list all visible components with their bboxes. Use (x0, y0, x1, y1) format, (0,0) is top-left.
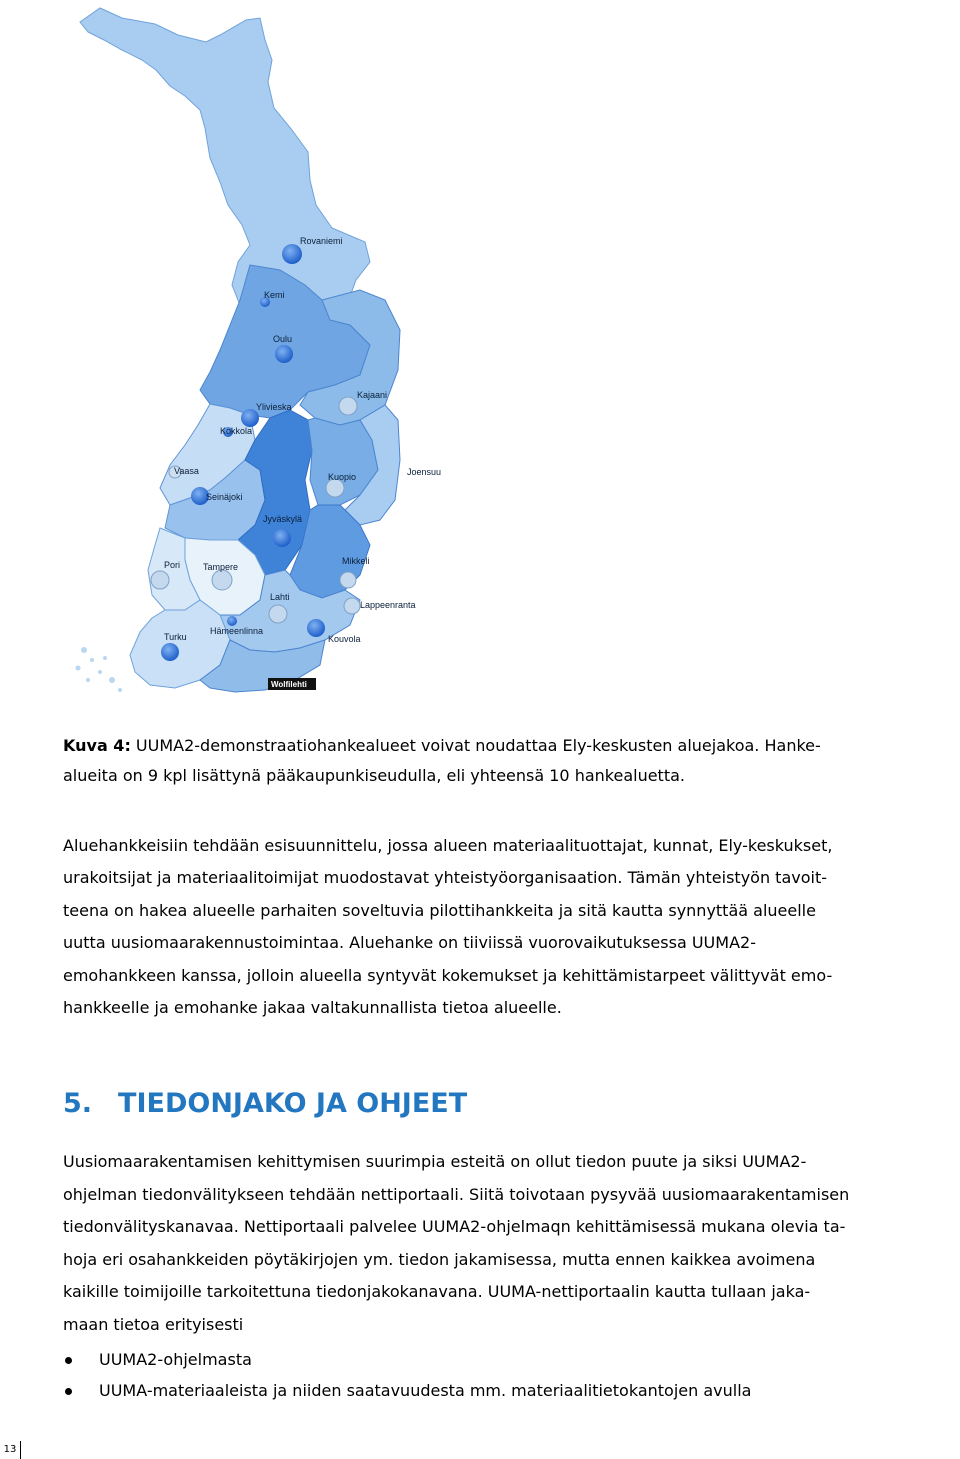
svg-text:Hämeenlinna: Hämeenlinna (210, 626, 264, 636)
svg-text:Turku: Turku (164, 632, 187, 642)
caption-text-line2: alueita on 9 kpl lisättynä pääkaupunkiseudulla, eli yhteensä 10 hankealuetta. (63, 766, 685, 785)
svg-text:Lappeenranta: Lappeenranta (360, 600, 416, 610)
page-number: 13 (0, 1441, 21, 1459)
svg-text:Rovaniemi: Rovaniemi (300, 236, 343, 246)
finland-region-map (60, 0, 442, 700)
svg-text:Seinäjoki: Seinäjoki (206, 492, 243, 502)
paragraph-line: tiedonvälityskanavaa. Nettiportaali palvelee UUMA2-ohjelmaqn kehittämisessä mukana olevia ta- (63, 1217, 846, 1237)
svg-text:Kuopio: Kuopio (328, 472, 357, 482)
section-title: TIEDONJAKO JA OHJEET (118, 1088, 468, 1119)
svg-text:Tampere: Tampere (203, 562, 239, 572)
bullet-icon (65, 1357, 72, 1364)
paragraph-line: uutta uusiomaarakennustoimintaa. Aluehanke on tiiviissä vuorovaikutuksessa UUMA2- (63, 933, 756, 953)
paragraph-line: teena on hakea alueelle parhaiten soveltuvia pilottihankkeita ja sitä kautta synnyttää alueelle (63, 900, 816, 920)
paragraph-line: kaikille toimijoille tarkoitettuna tiedonjakokanavana. UUMA-nettiportaalin kautta tullaan jaka- (63, 1282, 811, 1302)
paragraph-line: ohjelman tiedonvälitykseen tehdään nettiportaali. Siitä toivotaan pysyvää uusiomaarakentamisen (63, 1184, 850, 1204)
paragraph-line: maan tietoa erityisesti (63, 1314, 244, 1334)
svg-text:Wolfilehti: Wolfilehti (271, 680, 307, 689)
svg-text:Jyväskylä: Jyväskylä (263, 514, 303, 524)
list-item (63, 1344, 751, 1375)
paragraph-line: emohankkeen kanssa, jolloin alueella syntyvät kokemukset ja kehittämistarpeet välittyvät emo- (63, 965, 833, 985)
bullet-icon (65, 1388, 72, 1395)
svg-text:Oulu: Oulu (273, 334, 293, 344)
paragraph-line: Uusiomaarakentamisen kehittymisen suurimpia esteitä on ollut tiedon puute ja siksi UUMA2- (63, 1152, 807, 1171)
svg-text:Pori: Pori (164, 560, 181, 570)
paragraph-1 (63, 830, 960, 1024)
paragraph-2 (63, 1146, 960, 1342)
city-joensuu (407, 467, 441, 477)
paragraph-line: urakoitsijat ja materiaalitoimijat muodostavat yhteistyöorganisaation. Tämän yhteistyön tavoit- (63, 868, 827, 888)
paragraph-line: hankkeelle ja emohanke jakaa valtakunnallista tietoa alueelle. (63, 998, 562, 1018)
city-kokkola (220, 426, 252, 437)
archipelago-islands (76, 647, 123, 692)
list-item (63, 1375, 751, 1406)
caption-text-line1: UUMA2-demonstraatiohankealueet voivat noudattaa Ely-keskusten aluejakoa. Hanke- (130, 736, 821, 755)
list-item-text: UUMA2-ohjelmasta (99, 1350, 252, 1369)
city-lappeenranta (344, 598, 416, 614)
list-item-text: UUMA-materiaaleista ja niiden saatavuudesta mm. materiaalitietokantojen avulla (99, 1381, 752, 1400)
svg-text:Lahti: Lahti (270, 592, 290, 602)
svg-text:Mikkeli: Mikkeli (342, 556, 370, 566)
bullet-list (63, 1344, 751, 1406)
map-watermark (268, 678, 316, 690)
caption-label: Kuva 4: (63, 736, 131, 755)
svg-text:Kouvola: Kouvola (328, 634, 361, 644)
section-number: 5. (63, 1088, 93, 1119)
svg-text:Vaasa: Vaasa (174, 466, 199, 476)
svg-text:Kajaani: Kajaani (357, 390, 388, 400)
svg-text:Ylivieska: Ylivieska (256, 402, 292, 412)
svg-text:Kemi: Kemi (264, 290, 285, 300)
paragraph-line: Aluehankkeisiin tehdään esisuunnittelu, jossa alueen materiaalituottajat, kunnat, Ely-keskukset, (63, 836, 833, 855)
svg-text:Joensuu: Joensuu (407, 467, 442, 477)
section-heading (63, 1088, 467, 1119)
svg-text:Kokkola: Kokkola (220, 426, 253, 436)
paragraph-line: hoja eri osahankkeiden pöytäkirjojen ym. tiedon jakamisessa, mutta ennen kaikkea avoimena (63, 1249, 816, 1269)
figure-caption (63, 731, 960, 791)
